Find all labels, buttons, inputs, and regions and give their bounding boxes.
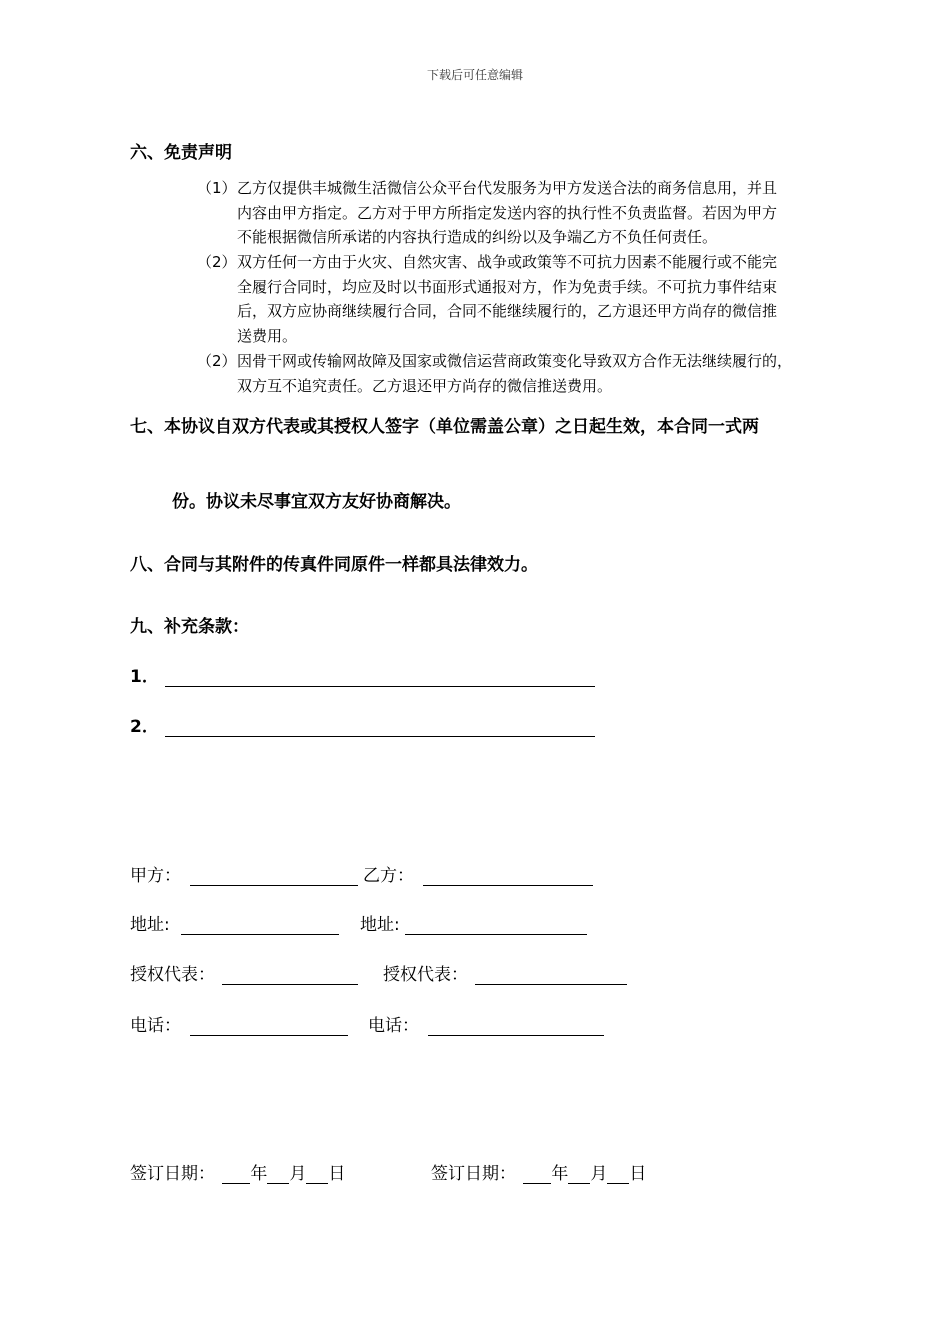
section-seven-line1: 七、本协议自双方代表或其授权人签字（单位需盖公章）之日起生效，本合同一式两 [130, 417, 759, 437]
item-number: （1） [197, 179, 237, 197]
page-header: 下载后可任意编辑 [426, 68, 523, 82]
rep-b-row [383, 960, 627, 985]
supplement-blank-1 [130, 662, 595, 687]
party-b-row [363, 861, 593, 886]
section-nine-title: 九、补充条款： [130, 617, 249, 637]
day-label: 日 [629, 1164, 647, 1184]
item-number: （2） [197, 253, 237, 271]
sign-date-label: 签订日期： [431, 1164, 516, 1184]
party-a-line[interactable] [190, 884, 358, 886]
month-label: 月 [289, 1164, 307, 1184]
phone-b-row [368, 1011, 604, 1036]
rep-a-label: 授权代表： [130, 965, 215, 985]
item-line: 双方任何一方由于火灾、自然灾害、战争或政策等不可抗力因素不能履行或不能完 [237, 253, 778, 271]
month-blank[interactable] [267, 1182, 289, 1184]
year-blank[interactable] [523, 1182, 551, 1184]
year-blank[interactable] [222, 1182, 250, 1184]
phone-a-row [130, 1011, 348, 1036]
item-number: （2） [197, 352, 237, 370]
blank-line[interactable] [165, 735, 595, 737]
day-blank[interactable] [607, 1182, 629, 1184]
disclaimer-item-1 [197, 176, 857, 250]
address-b-label: 地址: [360, 915, 400, 935]
blank-number: 1． [130, 667, 159, 687]
blank-line[interactable] [165, 685, 595, 687]
item-line: 乙方仅提供丰城微生活微信公众平台代发服务为甲方发送合法的商务信息用，并且 [237, 179, 778, 197]
item-line: 全履行合同时，均应及时以书面形式通报对方，作为免责手续。不可抗力事件结束 [237, 277, 778, 296]
address-a-row [130, 910, 339, 935]
month-label: 月 [590, 1164, 608, 1184]
party-a-row [130, 861, 358, 886]
address-b-line[interactable] [405, 933, 587, 935]
disclaimer-item-2 [197, 250, 857, 348]
section-eight: 八、合同与其附件的传真件同原件一样都具法律效力。 [130, 555, 538, 575]
item-line: 内容由甲方指定。乙方对于甲方所指定发送内容的执行性不负责监督。若因为甲方 [237, 203, 778, 222]
month-blank[interactable] [568, 1182, 590, 1184]
phone-b-label: 电话： [368, 1016, 419, 1036]
rep-a-row [130, 960, 358, 985]
rep-a-line[interactable] [222, 983, 358, 985]
sign-date-label: 签订日期： [130, 1164, 215, 1184]
address-a-label: 地址: [130, 915, 170, 935]
item-line: 双方互不追究责任。乙方退还甲方尚存的微信推送费用。 [237, 376, 613, 395]
section-six-title: 六、免责声明 [130, 143, 232, 163]
day-label: 日 [328, 1164, 346, 1184]
item-line: 后，双方应协商继续履行合同，合同不能继续履行的，乙方退还甲方尚存的微信推 [237, 302, 778, 320]
address-b-row [360, 910, 587, 935]
item-line: 送费用。 [237, 326, 298, 345]
sign-date-b [431, 1159, 646, 1184]
phone-b-line[interactable] [428, 1034, 604, 1036]
supplement-blank-2 [130, 712, 595, 737]
rep-b-label: 授权代表： [383, 965, 468, 985]
phone-a-label: 电话： [130, 1016, 181, 1036]
party-a-label: 甲方： [130, 866, 181, 886]
rep-b-line[interactable] [475, 983, 627, 985]
address-a-line[interactable] [181, 933, 339, 935]
day-blank[interactable] [306, 1182, 328, 1184]
item-line: 因骨干网或传输网故障及国家或微信运营商政策变化导致双方合作无法继续履行的， [237, 352, 793, 370]
item-line: 不能根据微信所承诺的内容执行造成的纠纷以及争端乙方不负任何责任。 [237, 228, 718, 246]
year-label: 年 [250, 1164, 268, 1184]
party-b-line[interactable] [423, 884, 593, 886]
year-label: 年 [551, 1164, 569, 1184]
sign-date-a [130, 1159, 345, 1184]
blank-number: 2． [130, 717, 159, 737]
section-seven-line2: 份。协议未尽事宜双方友好协商解决。 [172, 492, 461, 512]
party-b-label: 乙方： [363, 866, 414, 886]
disclaimer-item-3 [197, 349, 857, 398]
phone-a-line[interactable] [190, 1034, 348, 1036]
